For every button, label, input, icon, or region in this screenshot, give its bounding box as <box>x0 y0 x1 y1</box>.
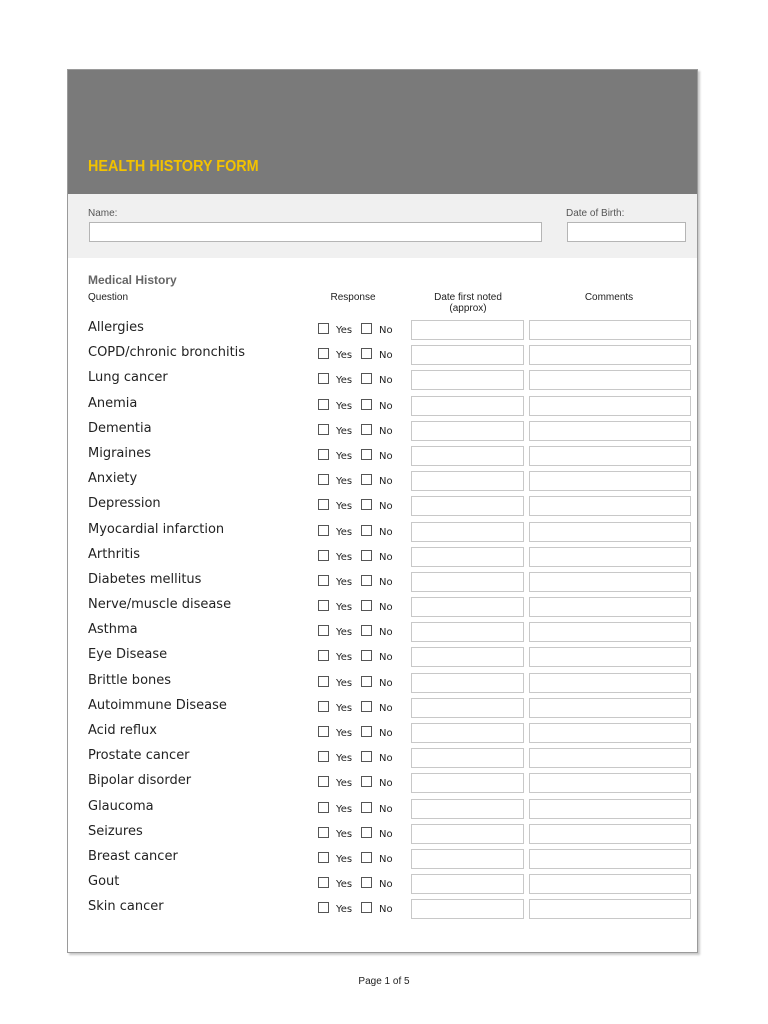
table-row <box>68 418 697 443</box>
no-label: No <box>379 450 393 462</box>
date-first-noted-field[interactable] <box>411 547 524 567</box>
yes-checkbox[interactable] <box>318 877 329 888</box>
date-first-noted-field[interactable] <box>411 849 524 869</box>
no-checkbox[interactable] <box>361 525 372 536</box>
yes-checkbox[interactable] <box>318 751 329 762</box>
date-first-noted-field[interactable] <box>411 446 524 466</box>
no-checkbox[interactable] <box>361 550 372 561</box>
condition-label: Myocardial infarction <box>88 521 225 537</box>
yes-checkbox[interactable] <box>318 373 329 384</box>
date-first-noted-field[interactable] <box>411 723 524 743</box>
col-header-date-first-noted <box>413 292 523 314</box>
table-row <box>68 342 697 367</box>
no-checkbox[interactable] <box>361 877 372 888</box>
no-checkbox[interactable] <box>361 373 372 384</box>
comments-field[interactable] <box>529 773 691 793</box>
date-first-noted-field[interactable] <box>411 773 524 793</box>
condition-label: Diabetes mellitus <box>88 571 202 587</box>
yes-label: Yes <box>336 879 353 891</box>
condition-label: Skin cancer <box>88 899 164 915</box>
table-row <box>68 670 697 695</box>
yes-checkbox[interactable] <box>318 600 329 611</box>
yes-label: Yes <box>336 551 353 563</box>
no-label: No <box>379 778 393 790</box>
col-header-question: Question <box>88 292 129 303</box>
table-row <box>68 443 697 468</box>
no-label: No <box>379 904 393 916</box>
table-row <box>68 720 697 745</box>
col-header-response: Response <box>330 292 376 303</box>
no-checkbox[interactable] <box>361 827 372 838</box>
no-label: No <box>379 753 393 765</box>
comments-field[interactable] <box>529 622 691 642</box>
condition-label: Seizures <box>88 823 143 839</box>
yes-label: Yes <box>336 853 353 865</box>
date-first-noted-field[interactable] <box>411 471 524 491</box>
yes-label: Yes <box>336 652 353 664</box>
yes-label: Yes <box>336 904 353 916</box>
no-label: No <box>379 602 393 614</box>
no-label: No <box>379 350 393 362</box>
table-row <box>68 493 697 518</box>
no-checkbox[interactable] <box>361 852 372 863</box>
yes-label: Yes <box>336 325 353 336</box>
date-first-noted-field[interactable] <box>411 320 524 340</box>
yes-label: Yes <box>336 350 353 362</box>
date-first-noted-field[interactable] <box>411 370 524 390</box>
yes-label: Yes <box>336 501 353 513</box>
no-label: No <box>379 728 393 739</box>
yes-label: Yes <box>336 778 353 790</box>
comments-field[interactable] <box>529 396 691 416</box>
date-first-noted-field[interactable] <box>411 572 524 592</box>
yes-label: Yes <box>336 476 353 488</box>
yes-checkbox[interactable] <box>318 650 329 661</box>
yes-checkbox[interactable] <box>318 902 329 913</box>
comments-field[interactable] <box>529 471 691 491</box>
table-row <box>68 846 697 871</box>
comments-field[interactable] <box>529 320 691 340</box>
date-first-noted-field[interactable] <box>411 622 524 642</box>
condition-label: Brittle bones <box>88 672 172 688</box>
no-checkbox[interactable] <box>361 802 372 813</box>
no-checkbox[interactable] <box>361 676 372 687</box>
yes-checkbox[interactable] <box>318 575 329 586</box>
yes-label: Yes <box>336 677 353 689</box>
condition-rows <box>68 317 697 922</box>
comments-field[interactable] <box>529 698 691 718</box>
comments-field[interactable] <box>529 748 691 768</box>
section-title: Medical History <box>88 273 177 287</box>
yes-label: Yes <box>336 803 353 815</box>
no-label: No <box>379 702 393 714</box>
date-first-noted-field[interactable] <box>411 698 524 718</box>
col-header-date-line1: Date first noted <box>434 292 502 303</box>
yes-checkbox[interactable] <box>318 424 329 435</box>
no-label: No <box>379 576 393 588</box>
no-checkbox[interactable] <box>361 650 372 661</box>
comments-field[interactable] <box>529 345 691 365</box>
table-row <box>68 619 697 644</box>
form-title: HEALTH HISTORY FORM <box>88 158 259 175</box>
yes-label: Yes <box>336 425 353 437</box>
form-page <box>67 69 698 953</box>
date-first-noted-field[interactable] <box>411 345 524 365</box>
yes-checkbox[interactable] <box>318 776 329 787</box>
table-row <box>68 821 697 846</box>
comments-field[interactable] <box>529 522 691 542</box>
no-checkbox[interactable] <box>361 726 372 737</box>
comments-field[interactable] <box>529 849 691 869</box>
page-number: Page 1 of 5 <box>358 976 410 987</box>
no-checkbox[interactable] <box>361 600 372 611</box>
comments-field[interactable] <box>529 446 691 466</box>
comments-field[interactable] <box>529 824 691 844</box>
yes-label: Yes <box>336 702 353 714</box>
comments-field[interactable] <box>529 673 691 693</box>
no-checkbox[interactable] <box>361 751 372 762</box>
date-first-noted-field[interactable] <box>411 748 524 768</box>
date-first-noted-field[interactable] <box>411 421 524 441</box>
yes-checkbox[interactable] <box>318 525 329 536</box>
dob-field[interactable] <box>567 222 686 242</box>
name-field[interactable] <box>89 222 542 242</box>
no-checkbox[interactable] <box>361 499 372 510</box>
condition-label: Anemia <box>88 395 138 411</box>
table-row <box>68 544 697 569</box>
table-row <box>68 871 697 896</box>
no-label: No <box>379 375 393 387</box>
comments-field[interactable] <box>529 647 691 667</box>
condition-label: Nerve/muscle disease <box>88 597 232 613</box>
no-label: No <box>379 325 393 336</box>
condition-label: Anxiety <box>88 471 138 487</box>
condition-label: Arthritis <box>88 546 141 562</box>
yes-checkbox[interactable] <box>318 827 329 838</box>
comments-field[interactable] <box>529 370 691 390</box>
table-row <box>68 796 697 821</box>
date-first-noted-field[interactable] <box>411 824 524 844</box>
no-checkbox[interactable] <box>361 323 372 334</box>
yes-checkbox[interactable] <box>318 348 329 359</box>
yes-checkbox[interactable] <box>318 676 329 687</box>
condition-label: Autoimmune Disease <box>88 697 227 713</box>
no-label: No <box>379 501 393 513</box>
yes-checkbox[interactable] <box>318 449 329 460</box>
condition-label: COPD/chronic bronchitis <box>88 345 246 361</box>
no-checkbox[interactable] <box>361 902 372 913</box>
table-row <box>68 745 697 770</box>
no-label: No <box>379 677 393 689</box>
date-first-noted-field[interactable] <box>411 496 524 516</box>
no-checkbox[interactable] <box>361 575 372 586</box>
yes-label: Yes <box>336 602 353 614</box>
yes-checkbox[interactable] <box>318 701 329 712</box>
yes-checkbox[interactable] <box>318 726 329 737</box>
no-checkbox[interactable] <box>361 348 372 359</box>
yes-checkbox[interactable] <box>318 474 329 485</box>
yes-label: Yes <box>336 526 353 538</box>
date-first-noted-field[interactable] <box>411 597 524 617</box>
dob-label: Date of Birth: <box>566 208 625 219</box>
no-checkbox[interactable] <box>361 776 372 787</box>
no-label: No <box>379 828 393 840</box>
date-first-noted-field[interactable] <box>411 647 524 667</box>
yes-label: Yes <box>336 576 353 588</box>
date-first-noted-field[interactable] <box>411 874 524 894</box>
col-header-date-line2: (approx) <box>449 303 487 314</box>
comments-field[interactable] <box>529 723 691 743</box>
col-header-comments: Comments <box>584 292 634 303</box>
yes-label: Yes <box>336 753 353 765</box>
table-row <box>68 770 697 795</box>
comments-field[interactable] <box>529 799 691 819</box>
condition-label: Prostate cancer <box>88 748 190 764</box>
yes-label: Yes <box>336 375 353 387</box>
no-label: No <box>379 526 393 538</box>
table-row <box>68 468 697 493</box>
table-row <box>68 519 697 544</box>
no-checkbox[interactable] <box>361 625 372 636</box>
date-first-noted-field[interactable] <box>411 899 524 919</box>
condition-label: Breast cancer <box>88 848 178 864</box>
table-row <box>68 644 697 669</box>
comments-field[interactable] <box>529 597 691 617</box>
yes-label: Yes <box>336 450 353 462</box>
no-checkbox[interactable] <box>361 474 372 485</box>
yes-checkbox[interactable] <box>318 852 329 863</box>
no-label: No <box>379 853 393 865</box>
comments-field[interactable] <box>529 572 691 592</box>
yes-checkbox[interactable] <box>318 323 329 334</box>
condition-label: Migraines <box>88 445 152 461</box>
condition-label: Acid reflux <box>88 723 157 738</box>
yes-checkbox[interactable] <box>318 399 329 410</box>
condition-label: Asthma <box>88 622 138 638</box>
name-label: Name: <box>88 208 118 219</box>
yes-label: Yes <box>336 400 353 412</box>
condition-label: Glaucoma <box>88 798 154 814</box>
table-row <box>68 393 697 418</box>
no-label: No <box>379 400 393 412</box>
no-label: No <box>379 879 393 891</box>
comments-field[interactable] <box>529 421 691 441</box>
table-row <box>68 896 697 921</box>
comments-field[interactable] <box>529 874 691 894</box>
no-checkbox[interactable] <box>361 399 372 410</box>
table-row <box>68 695 697 720</box>
table-row <box>68 594 697 619</box>
no-label: No <box>379 551 393 563</box>
no-label: No <box>379 476 393 488</box>
yes-checkbox[interactable] <box>318 625 329 636</box>
no-label: No <box>379 627 393 639</box>
yes-checkbox[interactable] <box>318 802 329 813</box>
condition-label: Depression <box>88 496 161 512</box>
condition-label: Lung cancer <box>88 370 168 386</box>
no-checkbox[interactable] <box>361 701 372 712</box>
date-first-noted-field[interactable] <box>411 522 524 542</box>
comments-field[interactable] <box>529 547 691 567</box>
comments-field[interactable] <box>529 899 691 919</box>
no-label: No <box>379 425 393 437</box>
yes-checkbox[interactable] <box>318 499 329 510</box>
condition-label: Bipolar disorder <box>88 773 192 789</box>
comments-field[interactable] <box>529 496 691 516</box>
table-row <box>68 569 697 594</box>
no-label: No <box>379 652 393 664</box>
condition-label: Allergies <box>88 320 144 335</box>
no-checkbox[interactable] <box>361 449 372 460</box>
condition-label: Dementia <box>88 420 152 436</box>
date-first-noted-field[interactable] <box>411 673 524 693</box>
yes-label: Yes <box>336 828 353 840</box>
condition-label: Gout <box>88 874 120 890</box>
yes-checkbox[interactable] <box>318 550 329 561</box>
condition-label: Eye Disease <box>88 647 168 663</box>
date-first-noted-field[interactable] <box>411 799 524 819</box>
table-row <box>68 317 697 342</box>
date-first-noted-field[interactable] <box>411 396 524 416</box>
yes-label: Yes <box>336 627 353 639</box>
yes-label: Yes <box>336 728 353 739</box>
no-label: No <box>379 803 393 815</box>
table-row <box>68 367 697 392</box>
no-checkbox[interactable] <box>361 424 372 435</box>
